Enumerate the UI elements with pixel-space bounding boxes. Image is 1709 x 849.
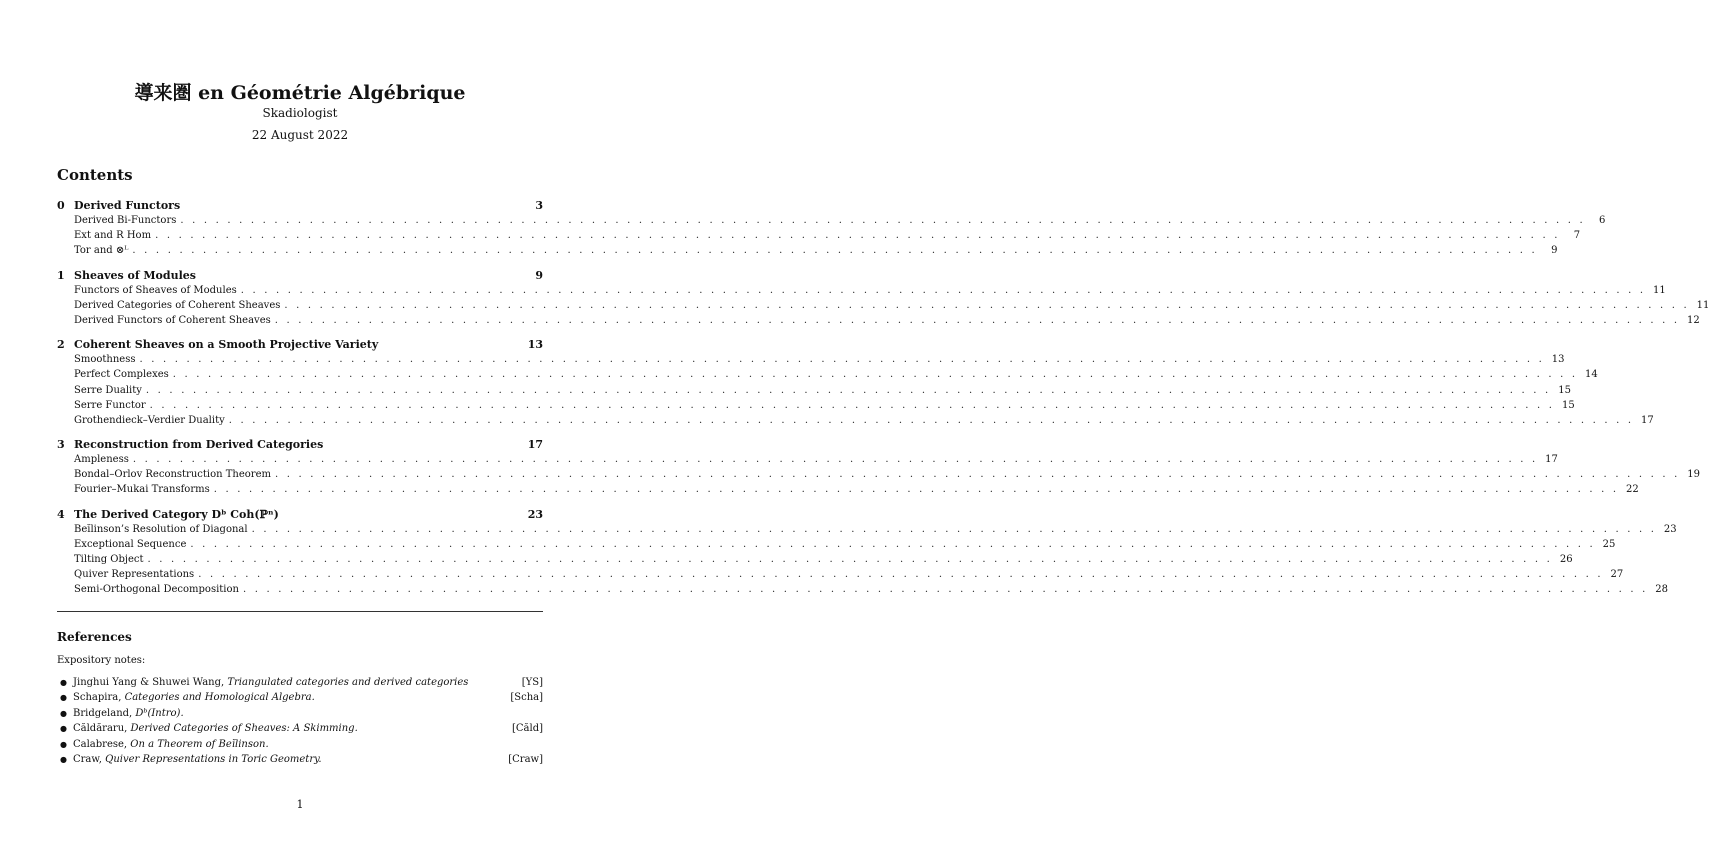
reference-author: Bridgeland,	[73, 707, 136, 719]
toc-section-entry[interactable]	[57, 437, 543, 452]
toc-section-number: 4	[57, 507, 65, 521]
toc-subsection-page: 11	[1696, 299, 1709, 311]
toc-subsection-title: Tor and ⊗ᴸ	[74, 245, 129, 257]
toc-subsection-title: Derived Categories of Coherent Sheaves	[74, 299, 281, 311]
toc-subsection-title: Perfect Complexes	[74, 369, 169, 381]
toc-subsection-page: 26	[1559, 554, 1573, 565]
reference-key: [YS]	[521, 677, 543, 688]
toc-section-title: Coherent Sheaves on a Smooth Projective Variety	[74, 338, 379, 352]
toc-subsection-page: 13	[1551, 354, 1565, 366]
toc-subsection-page: 28	[1655, 584, 1668, 596]
references-intro: Expository notes:	[57, 655, 146, 666]
toc-subsection-page: 27	[1610, 569, 1624, 581]
toc-subsection-entry[interactable]	[57, 367, 1598, 382]
toc-section	[57, 437, 1700, 498]
toc-leader-dots: . . . . . . . . . . . . . . . . . . . . . . . . . . . . . . . . . . . . . . . . . . . . . . . . . . . . . . . . . . . . . . . . . . . . . . . . . . . . . . . . . . . . . . . . . . . . . . . . . . . . . . . . . . . . . . . . . . . . . . . .	[284, 299, 1690, 311]
toc-subsection-page: 17	[1641, 414, 1654, 426]
toc-leader-dots: . . . . . . . . . . . . . . . . . . . . . . . . . . . . . . . . . . . . . . . . . . . . . . . . . . . . . . . . . . . . . . . . . . . . . . . . . . . . . . . . . . . . . . . . . . . . . . . . . . . . . . . . . . . . . . . . . . . . . . . .	[198, 569, 1604, 581]
toc-leader-dots: . . . . . . . . . . . . . . . . . . . . . . . . . . . . . . . . . . . . . . . . . . . . . . . . . . . . . . . . . . . . . . . . . . . . . . . . . . . . . . . . . . . . . . . . . . . . . . . . . . . . . . . . . . . . . . . . . . . . . . . .	[147, 554, 1553, 565]
section-divider	[57, 611, 543, 612]
reference-text	[73, 737, 543, 752]
toc-subsection-entry[interactable]	[57, 522, 1677, 537]
toc-subsection-title: Smoothness	[74, 354, 136, 366]
reference-item	[60, 706, 543, 721]
toc-section-number: 0	[57, 199, 65, 212]
reference-item	[60, 737, 543, 752]
toc-subsection-entry[interactable]	[57, 467, 1700, 482]
toc-section-page: 17	[527, 438, 543, 452]
reference-text	[73, 721, 512, 736]
toc-subsection-title: Ampleness	[74, 454, 129, 466]
table-of-contents	[57, 198, 1709, 607]
toc-subsection-page: 6	[1599, 215, 1606, 226]
reference-title: On a Theorem of Beĭlinson.	[130, 738, 269, 750]
references-list	[60, 675, 543, 767]
toc-subsection-title: Semi-Orthogonal Decomposition	[74, 584, 239, 596]
bullet-icon: ●	[60, 678, 67, 687]
toc-subsection-title: Exceptional Sequence	[74, 538, 187, 550]
toc-section-entry[interactable]	[57, 198, 543, 213]
toc-subsection-page: 12	[1687, 314, 1700, 326]
document-author: Skadiologist	[262, 106, 338, 120]
toc-subsection-title: Fourier–Mukai Transforms	[74, 484, 210, 496]
toc-subsection-page: 14	[1585, 369, 1598, 381]
toc-leader-dots: . . . . . . . . . . . . . . . . . . . . . . . . . . . . . . . . . . . . . . . . . . . . . . . . . . . . . . . . . . . . . . . . . . . . . . . . . . . . . . . . . . . . . . . . . . . . . . . . . . . . . . . . . . . . . . . . . . . . . . . .	[274, 314, 1680, 326]
reference-text	[73, 675, 522, 690]
toc-subsection-entry[interactable]	[57, 413, 1654, 428]
reference-author: Calabrese,	[73, 738, 131, 750]
reference-item	[60, 721, 543, 736]
toc-subsection-entry[interactable]	[57, 213, 1606, 228]
reference-title: Triangulated categories and derived categories	[227, 677, 469, 688]
toc-leader-dots: . . . . . . . . . . . . . . . . . . . . . . . . . . . . . . . . . . . . . . . . . . . . . . . . . . . . . . . . . . . . . . . . . . . . . . . . . . . . . . . . . . . . . . . . . . . . . . . . . . . . . . . . . . . . . . . . . . . . . . . .	[155, 230, 1561, 242]
toc-subsection-title: Ext and R Hom	[74, 230, 152, 242]
toc-leader-dots: . . . . . . . . . . . . . . . . . . . . . . . . . . . . . . . . . . . . . . . . . . . . . . . . . . . . . . . . . . . . . . . . . . . . . . . . . . . . . . . . . . . . . . . . . . . . . . . . . . . . . . . . . . . . . . . . . . . . . . . .	[145, 384, 1551, 396]
toc-section-title: Derived Functors	[74, 199, 181, 212]
toc-subsection-entry[interactable]	[57, 482, 1639, 497]
toc-subsection-page: 15	[1558, 384, 1571, 396]
reference-key: [Craw]	[508, 753, 543, 765]
reference-key: [Căld]	[511, 723, 543, 735]
toc-leader-dots: . . . . . . . . . . . . . . . . . . . . . . . . . . . . . . . . . . . . . . . . . . . . . . . . . . . . . . . . . . . . . . . . . . . . . . . . . . . . . . . . . . . . . . . . . . . . . . . . . . . . . . . . . . . . . . . . . . . . . . . .	[240, 284, 1646, 296]
toc-subsection-entry[interactable]	[57, 452, 1558, 467]
reference-title: Categories and Homological Algebra.	[124, 692, 315, 704]
toc-subsection-entry[interactable]	[57, 537, 1616, 552]
toc-section-entry[interactable]	[57, 507, 543, 522]
toc-subsection-page: 7	[1573, 230, 1581, 242]
toc-subsection-page: 22	[1626, 484, 1639, 496]
toc-section-page: 3	[535, 199, 543, 212]
toc-section-page: 13	[527, 338, 543, 352]
toc-subsection-entry[interactable]	[57, 228, 1581, 243]
toc-section	[57, 507, 1677, 598]
reference-author: Căldăraru,	[73, 723, 131, 735]
toc-section-title: Reconstruction from Derived Categories	[74, 438, 324, 452]
toc-subsection-entry[interactable]	[57, 352, 1565, 367]
toc-section-page: 23	[527, 507, 543, 521]
toc-subsection-title: Derived Bi-Functors	[74, 215, 177, 226]
reference-text	[73, 706, 543, 721]
toc-leader-dots: . . . . . . . . . . . . . . . . . . . . . . . . . . . . . . . . . . . . . . . . . . . . . . . . . . . . . . . . . . . . . . . . . . . . . . . . . . . . . . . . . . . . . . . . . . . . . . . . . . . . . . . . . . . . . . . . . . . . . . . .	[180, 215, 1586, 226]
toc-leader-dots: . . . . . . . . . . . . . . . . . . . . . . . . . . . . . . . . . . . . . . . . . . . . . . . . . . . . . . . . . . . . . . . . . . . . . . . . . . . . . . . . . . . . . . . . . . . . . . . . . . . . . . . . . . . . . . . . . . . . . . . .	[190, 538, 1596, 550]
toc-subsection-page: 25	[1602, 538, 1616, 550]
toc-leader-dots: . . . . . . . . . . . . . . . . . . . . . . . . . . . . . . . . . . . . . . . . . . . . . . . . . . . . . . . . . . . . . . . . . . . . . . . . . . . . . . . . . . . . . . . . . . . . . . . . . . . . . . . . . . . . . . . . . . . . . . . .	[213, 484, 1619, 496]
toc-section-number: 1	[57, 268, 65, 282]
reference-title: Dᵇ(Intro).	[135, 707, 184, 719]
toc-section-number: 3	[57, 438, 65, 452]
toc-subsection-entry[interactable]	[57, 383, 1571, 398]
bullet-icon: ●	[60, 724, 67, 734]
toc-section-number: 2	[57, 338, 65, 352]
toc-subsection-entry[interactable]	[57, 398, 1575, 413]
references-heading: References	[57, 630, 132, 644]
toc-subsection-entry[interactable]	[57, 567, 1624, 582]
toc-leader-dots: . . . . . . . . . . . . . . . . . . . . . . . . . . . . . . . . . . . . . . . . . . . . . . . . . . . . . . . . . . . . . . . . . . . . . . . . . . . . . . . . . . . . . . . . . . . . . . . . . . . . . . . . . . . . . . . . . . . . . . . .	[251, 523, 1657, 535]
reference-author: Schapira,	[73, 692, 125, 704]
toc-subsection-title: Quiver Representations	[74, 569, 195, 581]
reference-title: Quiver Representations in Toric Geometry.	[105, 753, 322, 765]
toc-subsection-title: Tilting Object	[74, 554, 144, 565]
bullet-icon: ●	[60, 693, 67, 703]
reference-key: [Scha]	[510, 692, 543, 704]
toc-subsection-page: 9	[1551, 245, 1558, 257]
toc-leader-dots: . . . . . . . . . . . . . . . . . . . . . . . . . . . . . . . . . . . . . . . . . . . . . . . . . . . . . . . . . . . . . . . . . . . . . . . . . . . . . . . . . . . . . . . . . . . . . . . . . . . . . . . . . . . . . . . . . . . . . . . .	[132, 245, 1538, 257]
toc-section	[57, 268, 1709, 329]
toc-leader-dots: . . . . . . . . . . . . . . . . . . . . . . . . . . . . . . . . . . . . . . . . . . . . . . . . . . . . . . . . . . . . . . . . . . . . . . . . . . . . . . . . . . . . . . . . . . . . . . . . . . . . . . . . . . . . . . . . . . . . . . . .	[242, 584, 1648, 596]
toc-leader-dots: . . . . . . . . . . . . . . . . . . . . . . . . . . . . . . . . . . . . . . . . . . . . . . . . . . . . . . . . . . . . . . . . . . . . . . . . . . . . . . . . . . . . . . . . . . . . . . . . . . . . . . . . . . . . . . . . . . . . . . . .	[274, 469, 1680, 481]
toc-leader-dots: . . . . . . . . . . . . . . . . . . . . . . . . . . . . . . . . . . . . . . . . . . . . . . . . . . . . . . . . . . . . . . . . . . . . . . . . . . . . . . . . . . . . . . . . . . . . . . . . . . . . . . . . . . . . . . . . . . . . . . . .	[172, 369, 1578, 381]
page-number: 1	[296, 798, 304, 811]
toc-subsection-title: Grothendieck–Verdier Duality	[74, 414, 225, 426]
toc-subsection-title: Derived Functors of Coherent Sheaves	[74, 314, 271, 326]
toc-subsection-entry[interactable]	[57, 243, 1558, 258]
toc-subsection-entry[interactable]	[57, 582, 1668, 597]
toc-subsection-page: 19	[1687, 469, 1700, 481]
reference-title: Derived Categories of Sheaves: A Skimming.	[130, 723, 358, 735]
toc-subsection-title: Beĭlinson’s Resolution of Diagonal	[74, 523, 248, 535]
toc-leader-dots: . . . . . . . . . . . . . . . . . . . . . . . . . . . . . . . . . . . . . . . . . . . . . . . . . . . . . . . . . . . . . . . . . . . . . . . . . . . . . . . . . . . . . . . . . . . . . . . . . . . . . . . . . . . . . . . . . . . . . . . .	[149, 399, 1555, 411]
reference-text	[73, 752, 508, 767]
toc-subsection-entry[interactable]	[57, 283, 1666, 298]
toc-subsection-page: 23	[1663, 523, 1677, 535]
toc-section	[57, 337, 1654, 428]
toc-subsection-title: Serre Functor	[74, 399, 146, 411]
toc-subsection-entry[interactable]	[57, 552, 1573, 567]
toc-section-title: The Derived Category Dᵇ Coh(ℙⁿ)	[74, 507, 279, 521]
toc-subsection-entry[interactable]	[57, 298, 1709, 313]
bullet-icon: ●	[60, 754, 67, 764]
document-title: 導来圏 en Géométrie Algébrique	[134, 82, 466, 104]
reference-item	[60, 752, 543, 767]
toc-section-page: 9	[535, 268, 543, 282]
reference-author: Craw,	[73, 753, 106, 765]
toc-subsection-title: Functors of Sheaves of Modules	[74, 284, 237, 296]
reference-item	[60, 675, 543, 690]
toc-leader-dots: . . . . . . . . . . . . . . . . . . . . . . . . . . . . . . . . . . . . . . . . . . . . . . . . . . . . . . . . . . . . . . . . . . . . . . . . . . . . . . . . . . . . . . . . . . . . . . . . . . . . . . . . . . . . . . . . . . . . . . . .	[228, 414, 1634, 426]
document-date: 22 August 2022	[251, 128, 349, 142]
toc-leader-dots: . . . . . . . . . . . . . . . . . . . . . . . . . . . . . . . . . . . . . . . . . . . . . . . . . . . . . . . . . . . . . . . . . . . . . . . . . . . . . . . . . . . . . . . . . . . . . . . . . . . . . . . . . . . . . . . . . . . . . . . .	[139, 354, 1545, 366]
bullet-icon: ●	[60, 708, 67, 718]
toc-section-entry[interactable]	[57, 268, 543, 283]
reference-text	[73, 690, 510, 705]
toc-subsection-page: 17	[1545, 454, 1558, 466]
toc-subsection-title: Bondal–Orlov Reconstruction Theorem	[74, 469, 271, 481]
reference-author: Jinghui Yang & Shuwei Wang,	[73, 677, 228, 688]
toc-section-entry[interactable]	[57, 337, 543, 352]
toc-section-title: Sheaves of Modules	[74, 268, 196, 282]
bullet-icon: ●	[60, 739, 67, 749]
toc-subsection-page: 15	[1561, 399, 1575, 411]
toc-subsection-page: 11	[1653, 284, 1666, 296]
toc-subsection-title: Serre Duality	[74, 384, 142, 396]
toc-subsection-entry[interactable]	[57, 313, 1700, 328]
reference-item	[60, 690, 543, 705]
toc-leader-dots: . . . . . . . . . . . . . . . . . . . . . . . . . . . . . . . . . . . . . . . . . . . . . . . . . . . . . . . . . . . . . . . . . . . . . . . . . . . . . . . . . . . . . . . . . . . . . . . . . . . . . . . . . . . . . . . . . . . . . . . .	[132, 454, 1538, 466]
contents-heading: Contents	[57, 166, 133, 184]
toc-section	[57, 198, 1606, 259]
